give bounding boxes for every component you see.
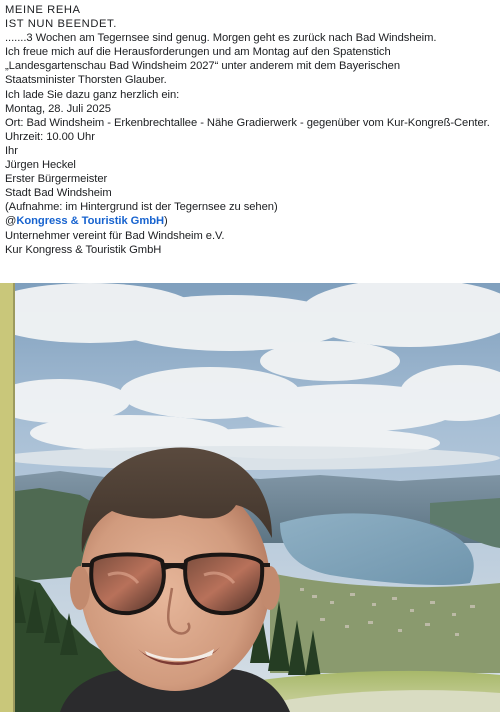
mention-prefix: @ [5, 215, 17, 228]
tag-line-2: Kur Kongress & Touristik GmbH [5, 243, 162, 256]
post-photo[interactable] [0, 283, 500, 712]
post-body-line-2: Ich freue mich auf die Herausforderungen und am Montag auf den Spatenstich [5, 46, 391, 59]
photo-caption: (Aufnahme: im Hintergrund ist der Tegernsee zu sehen) [5, 201, 278, 214]
tag-line-1: Unternehmer vereint für Bad Windsheim e.V. [5, 229, 225, 242]
signature-title: Erster Bürgermeister [5, 173, 108, 186]
mention-line [5, 214, 497, 228]
event-location: Ort: Bad Windsheim - Erkenbrechtallee - Nähe Gradierwerk - gegenüber vom Kur-Kongreß-Center. [5, 116, 490, 129]
mention-suffix: ) [164, 215, 168, 228]
signature-name: Jürgen Heckel [5, 159, 76, 172]
event-date: Montag, 28. Juli 2025 [5, 102, 111, 115]
signature-city: Stadt Bad Windsheim [5, 187, 112, 200]
post-body-line-4: Staatsminister Thorsten Glauber. [5, 74, 167, 87]
post-body-line-1: .......3 Wochen am Tegernsee sind genug. Morgen geht es zurück nach Bad Windsheim. [5, 32, 437, 45]
post-text [5, 3, 497, 257]
selfie-tegernsee-image [0, 283, 500, 712]
post-heading-line-1: MEINE REHA [5, 4, 81, 16]
post-body-line-3: „Landesgartenschau Bad Windsheim 2027“ unter anderem mit dem Bayerischen [5, 60, 401, 73]
invite-line: Ich lade Sie dazu ganz herzlich ein: [5, 88, 180, 101]
closing-yours: Ihr [5, 144, 18, 157]
post-heading-line-2: IST NUN BEENDET. [5, 18, 117, 31]
event-time: Uhrzeit: 10.00 Uhr [5, 130, 95, 143]
mention-link-kongress-touristik[interactable]: Kongress & Touristik GmbH [16, 215, 165, 228]
